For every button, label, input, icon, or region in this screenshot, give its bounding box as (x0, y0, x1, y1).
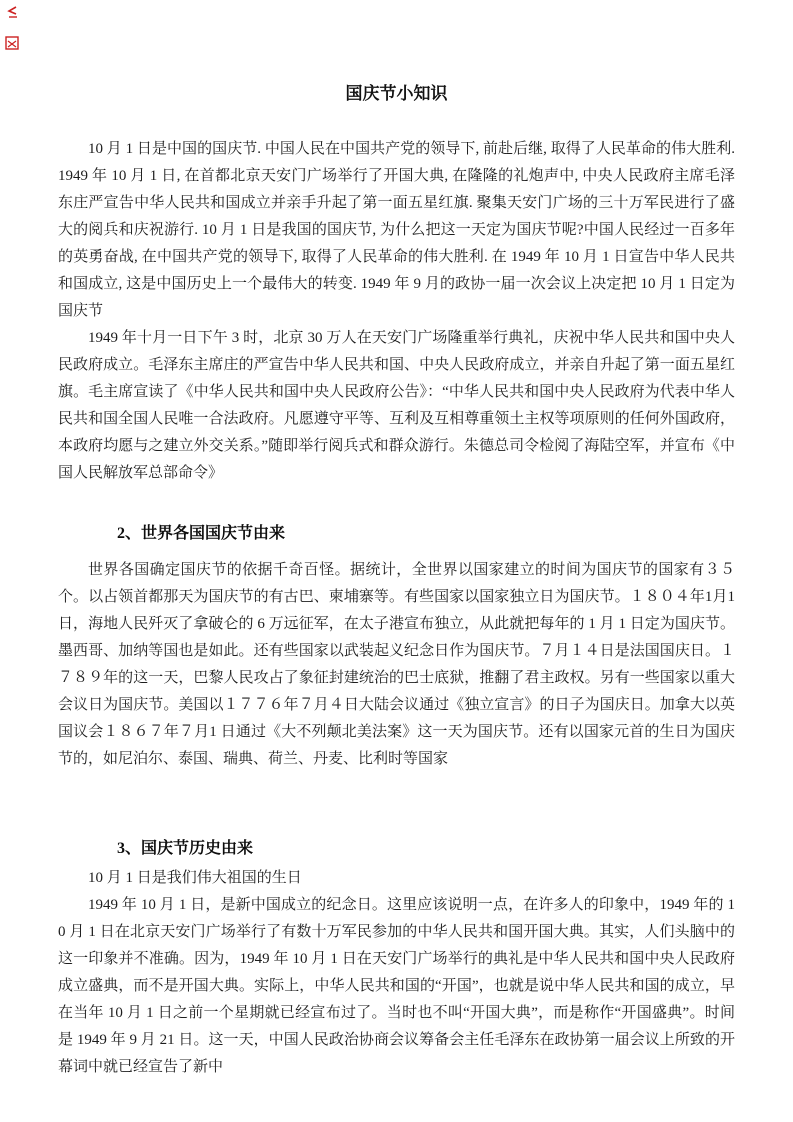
section3-lead-line: 10 月 1 日是我们伟大祖国的生日 (88, 870, 302, 886)
red-corner-mark-icon (4, 35, 20, 56)
section-world-national-days (58, 523, 735, 773)
intro-paragraph-1: 10 月 1 日是中国的国庆节. 中国人民在中国共产党的领导下, 前赴后继, 取得了人民革命的伟大胜利. 1949 年 10 月 1 日, 在首都北京天安门广场举行了开国大典, 在隆隆的礼炮声中, 中央人民政府主席毛泽东庄严宣告中华人民共和国成立并亲手升起了第一面五星红旗. 聚集天安门广场的三十万军民进行了盛大的阅兵和庆祝游行. 10 月 1 日是我国的国庆节, 为什么把这一天定为国庆节呢?中国人民经过一百多年的英勇奋战, 在中国共产党的领导下, 取得了人民革命的伟大胜利. 在 1949 年 10 月 1 日宣告中华人民共和国成立, 这是中国历史上一个最伟大的转变. 1949 年 9 月的政协一届一次会议上决定把 10 月 1 日定为国庆节 (58, 141, 735, 319)
red-corner-mark-icon (6, 5, 19, 24)
section3-heading: 3、国庆节历史由来 (117, 840, 254, 857)
intro-section (58, 136, 735, 487)
page-title: 国庆节小知识 (345, 84, 448, 103)
section2-heading: 2、世界各国国庆节由来 (117, 525, 286, 542)
section-national-day-history (58, 838, 735, 1081)
intro-paragraph-2: 1949 年十月一日下午 3 时，北京 30 万人在天安门广场隆重举行典礼，庆祝中华人民共和国中央人民政府成立。毛泽东主席庄的严宣告中华人民共和国、中央人民政府成立，并亲自升起了第一面五星红旗。毛主席宣读了《中华人民共和国中央人民政府公告》：“中华人民共和国中央人民政府为代表中华人民共和国全国人民唯一合法政府。凡愿遵守平等、互利及互相尊重领土主权等项原则的任何外国政府，本政府均愿与之建立外交关系。”随即举行阅兵式和群众游行。朱德总司令检阅了海陆空军，并宣布《中国人民解放军总部命令》 (58, 330, 735, 481)
section3-paragraph-1: 1949 年 10 月 1 日，是新中国成立的纪念日。这里应该说明一点，在许多人的印象中，1949 年的 10 月 1 日在北京天安门广场举行了有数十万军民参加的中华人民共和国开国大典。其实，人们头脑中的这一印象并不准确。因为，1949 年 10 月 1 日在天安门广场举行的典礼是中华人民共和国中央人民政府成立盛典，而不是开国大典。实际上，中华人民共和国的“开国”，也就是说中华人民共和国的成立，早在当年 10 月 1 日之前一个星期就已经宣布过了。当时也不叫“开国大典”，而是称作“开国盛典”。时间是 1949 年 9 月 21 日。这一天，中国人民政治协商会议筹备会主任毛泽东在政协第一届会议上所致的开幕词中就已经宣告了新中 (58, 897, 735, 1075)
section2-paragraph-1: 世界各国确定国庆节的依据千奇百怪。据统计，全世界以国家建立的时间为国庆节的国家有３５个。以占领首都那天为国庆节的有古巴、柬埔寨等。有些国家以国家独立日为国庆节。１８０４年1月1日，海地人民歼灭了拿破仑的 6 万远征军，在太子港宣布独立，从此就把每年的 1 月 1 日定为国庆节。墨西哥、加纳等国也是如此。还有些国家以武装起义纪念日作为国庆节。７月１４日是法国国庆日。１７８９年的这一天，巴黎人民攻占了象征封建统治的巴士底狱，推翻了君主政权。另有一些国家以重大会议日为国庆节。美国以１７７６年７月４日大陆会议通过《独立宣言》的日子为国庆日。加拿大以英国议会１８６７年７月1 日通过《大不列颠北美法案》这一天为国庆节。还有以国家元首的生日为国庆节的，如尼泊尔、泰国、瑞典、荷兰、丹麦、比利时等国家 (58, 562, 735, 767)
